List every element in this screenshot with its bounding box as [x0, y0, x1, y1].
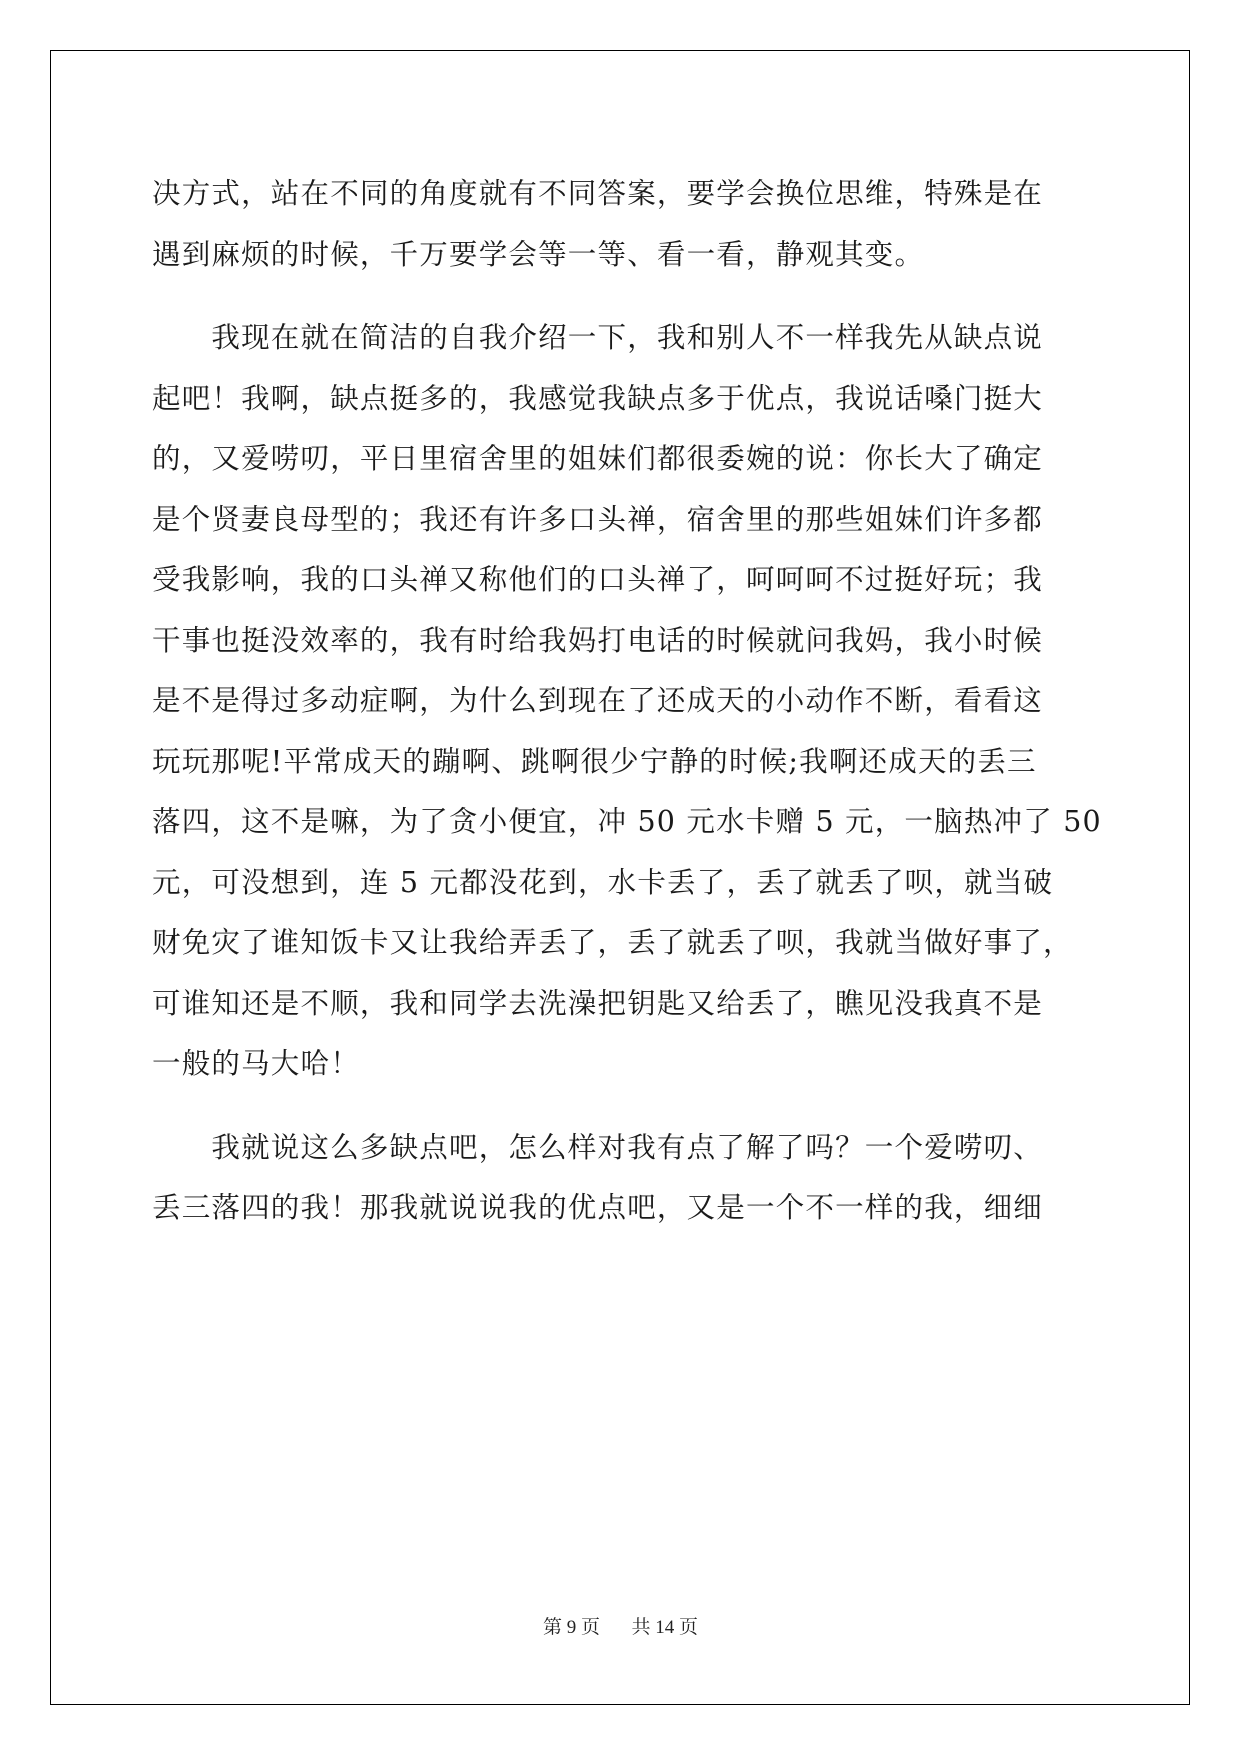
document-body — [152, 164, 1102, 1239]
text-line: 受我影响，我的口头禅又称他们的口头禅了，呵呵呵不过挺好玩；我 — [152, 563, 1044, 596]
paragraph — [152, 164, 1090, 285]
text-line: 的，又爱唠叨，平日里宿舍里的姐妹们都很委婉的说：你长大了确定 — [152, 442, 1044, 475]
paragraph — [152, 1118, 1090, 1239]
page-number: 第 9 页 — [542, 1617, 600, 1638]
paragraph — [152, 308, 1102, 1095]
text-line: 是不是得过多动症啊，为什么到现在了还成天的小动作不断，看看这 — [152, 684, 1044, 717]
text-line: 玩玩那呢!平常成天的蹦啊、跳啊很少宁静的时候;我啊还成天的丢三 — [152, 744, 1037, 778]
text-line: 遇到麻烦的时候，千万要学会等一等、看一看，静观其变。 — [152, 237, 925, 271]
text-line: 起吧！我啊，缺点挺多的，我感觉我缺点多于优点，我说话嗓门挺大 — [152, 381, 1044, 415]
text-line: 我现在就在简洁的自我介绍一下，我和别人不一样我先从缺点说 — [152, 321, 1044, 354]
text-line: 可谁知还是不顺，我和同学去洗澡把钥匙又给丢了，瞧见没我真不是 — [152, 986, 1044, 1020]
page-total: 共 14 页 — [631, 1617, 699, 1638]
text-line: 干事也挺没效率的，我有时给我妈打电话的时候就问我妈，我小时候 — [152, 623, 1044, 657]
text-line: 是个贤妻良母型的；我还有许多口头禅，宿舍里的那些姐妹们许多都 — [152, 502, 1044, 536]
text-line: 财免灾了谁知饭卡又让我给弄丢了，丢了就丢了呗，我就当做好事了， — [152, 926, 1073, 959]
text-line: 元，可没想到，连 5 元都没花到，水卡丢了，丢了就丢了呗，就当破 — [152, 865, 1054, 899]
text-line: 丢三落四的我！那我就说说我的优点吧，又是一个不一样的我，细细 — [152, 1191, 1044, 1224]
text-line: 我就说这么多缺点吧，怎么样对我有点了解了吗？一个爱唠叨、 — [152, 1130, 1044, 1164]
text-line: 决方式，站在不同的角度就有不同答案，要学会换位思维，特殊是在 — [152, 177, 1044, 210]
text-line: 一般的马大哈！ — [152, 1047, 360, 1080]
text-line: 落四，这不是嘛，为了贪小便宜，冲 50 元水卡赠 5 元，一脑热冲了 50 — [152, 805, 1102, 838]
page-footer — [0, 1612, 1241, 1639]
